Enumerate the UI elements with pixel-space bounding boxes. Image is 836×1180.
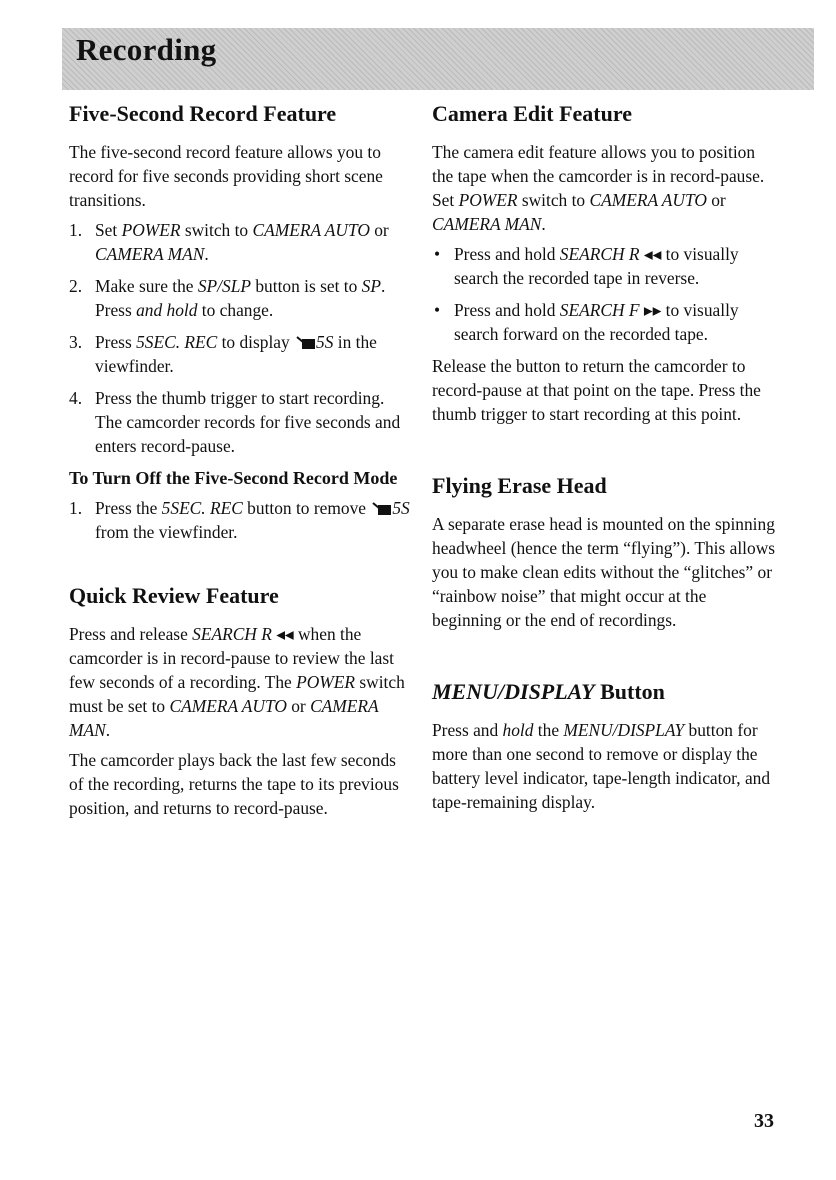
turn-off-subheading: To Turn Off the Five-Second Record Mode xyxy=(69,468,398,488)
left-column xyxy=(69,100,414,826)
five-second-steps xyxy=(69,218,414,458)
camera-edit-outro: Release the button to return the camcorder to record-pause at that point on the tape. Press the thumb trigger to start recording at this point. xyxy=(432,356,761,424)
camera-edit-bullets xyxy=(432,242,777,346)
banner-title: Recording xyxy=(76,32,217,67)
menu-display-text: Press and hold the MENU/DISPLAY button for more than one second to remove or display the battery level indicator, tape-length indicator, and tape-remaining display. xyxy=(432,720,771,812)
tape-icon xyxy=(297,335,315,349)
flying-erase-heading: Flying Erase Head xyxy=(432,473,607,498)
camera-edit-heading: Camera Edit Feature xyxy=(432,101,632,126)
quick-review-p1: Press and release SEARCH R ◂◂ when the camcorder is in record-pause to review the last few seconds of a recording. The POWER switch must be set to CAMERA AUTO or CAMERA MAN. xyxy=(69,624,405,740)
five-second-intro: The five-second record feature allows you to record for five seconds providing short scene transitions. xyxy=(69,142,383,210)
bullet-icon: • xyxy=(434,300,441,320)
flying-erase-text: A separate erase head is mounted on the spinning headwheel (hence the term “flying”). This allows you to make clean edits without the “glitches” or “rainbow noise” that might occur at the beginning or the end of recordings. xyxy=(432,514,776,630)
quick-review-heading: Quick Review Feature xyxy=(69,583,279,608)
turn-off-steps xyxy=(69,496,414,544)
section-banner xyxy=(62,28,814,90)
step-1: 1. Set POWER switch to CAMERA AUTO or CAMERA MAN. xyxy=(69,220,389,264)
page-number: 33 xyxy=(754,1110,774,1132)
tape-icon xyxy=(373,501,391,515)
five-second-heading: Five-Second Record Feature xyxy=(69,101,337,126)
step-4: 4. Press the thumb trigger to start recording. The camcorder records for five seconds and enters record-pause. xyxy=(69,388,401,456)
bullet-search-reverse: • Press and hold SEARCH R ◂◂ to visually search the recorded tape in reverse. xyxy=(434,244,739,288)
bullet-icon: • xyxy=(434,244,441,264)
quick-review-p2: The camcorder plays back the last few seconds of the recording, returns the tape to its previous position, and returns to record-pause. xyxy=(69,750,399,818)
right-column xyxy=(432,100,777,820)
step-2: 2. Make sure the SP/SLP button is set to SP. Press and hold to change. xyxy=(69,276,386,320)
bullet-search-forward: • Press and hold SEARCH F ▸▸ to visually search forward on the recorded tape. xyxy=(434,300,739,344)
camera-edit-intro: The camera edit feature allows you to position the tape when the camcorder is in record-pause. Set POWER switch to CAMERA AUTO or CAMERA MAN. xyxy=(432,142,765,234)
step-3: 3. Press 5SEC. REC to display 5S in the viewfinder. xyxy=(69,332,377,376)
turn-off-step-1: 1. Press the 5SEC. REC button to remove 5S from the viewfinder. xyxy=(69,498,410,542)
menu-display-heading: MENU/DISPLAY Button xyxy=(432,679,665,704)
